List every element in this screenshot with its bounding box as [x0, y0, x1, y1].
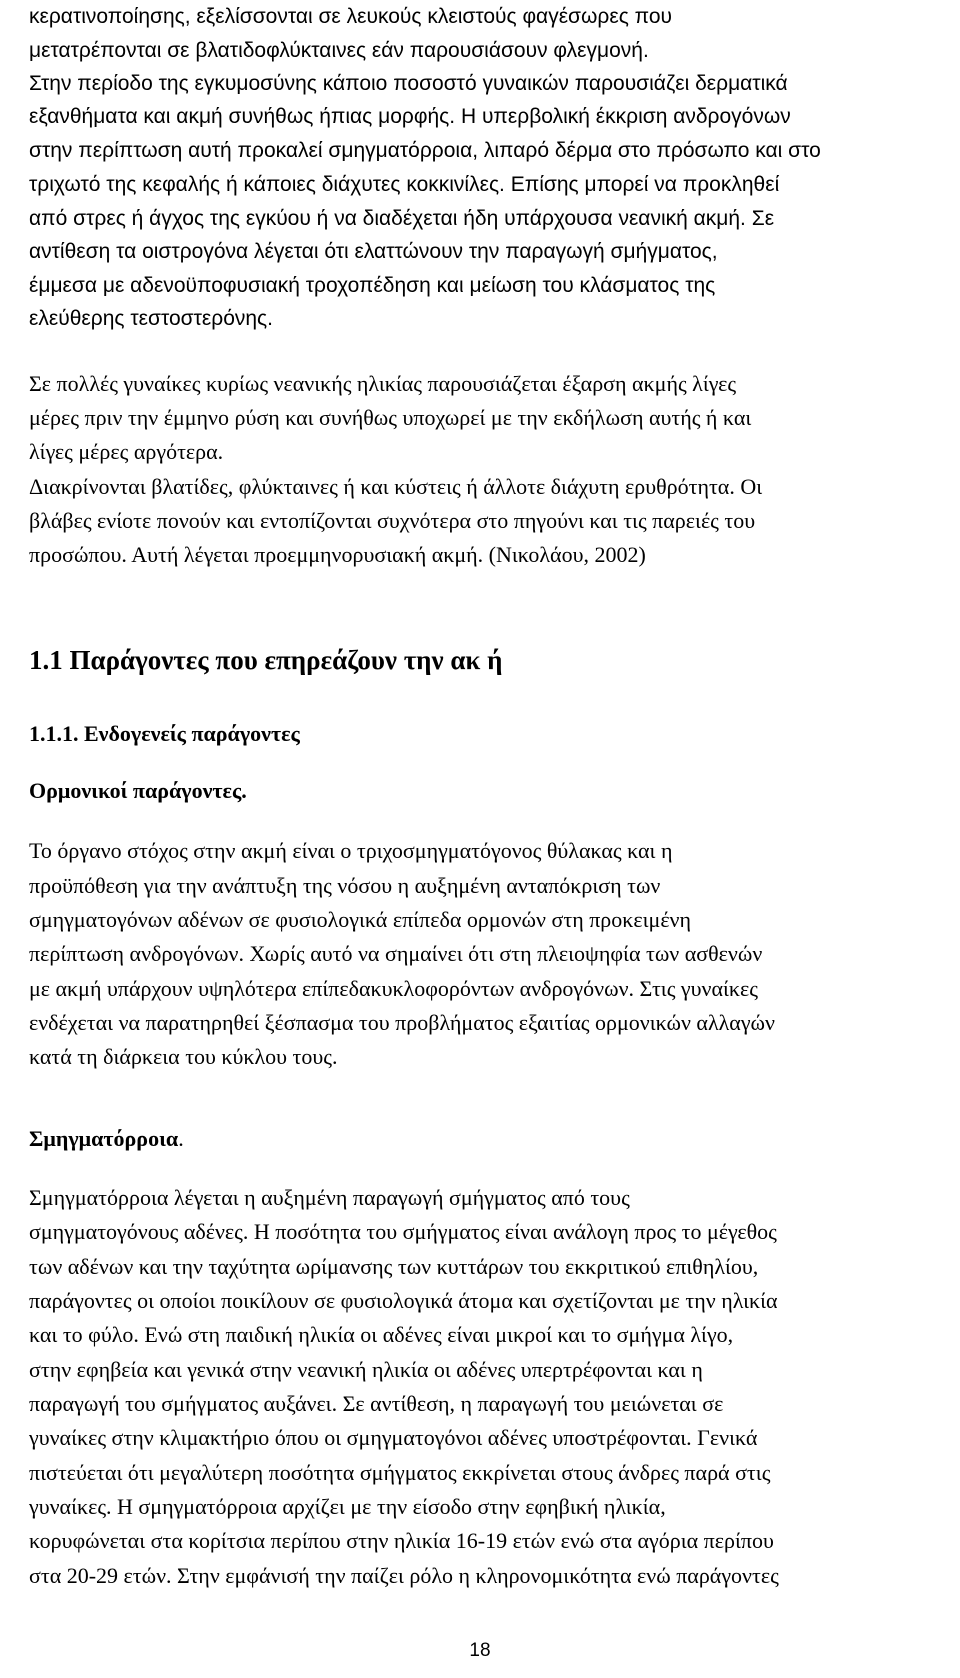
- paragraph-line: έμμεσα με αδενοϋποφυσιακή τροχοπέδηση και μείωση του κλάσματος της: [29, 274, 716, 297]
- paragraph-line: περίπτωση ανδρογόνων. Χωρίς αυτό να σημαίνει ότι στη πλειοψηφία των ασθενών: [29, 941, 763, 966]
- paragraph-line: προϋπόθεση για την ανάπτυξη της νόσου η αυξημένη ανταπόκριση των: [29, 873, 661, 898]
- paragraph-line: στην εφηβεία και γενικά στην νεανική ηλικία οι αδένες υπερτρέφονται και η: [29, 1357, 703, 1382]
- topic-heading-seborrhea: [29, 1126, 184, 1152]
- paragraph-line: προσώπου. Αυτή λέγεται προεμμηνορυσιακή ακμή. (Νικολάου, 2002): [29, 542, 646, 567]
- paragraph-line: παράγοντες οι οποίοι ποικίλουν σε φυσιολογικά άτομα και σχετίζονται με την ηλικία: [29, 1288, 778, 1313]
- paragraph-line: κατά τη διάρκεια του κύκλου τους.: [29, 1044, 338, 1069]
- paragraph-line: Σε πολλές γυναίκες κυρίως νεανικής ηλικίας παρουσιάζεται έξαρση ακμής λίγες: [29, 371, 737, 396]
- paragraph-line: σμηγματογόνων αδένων σε φυσιολογικά επίπεδα ορμονών στη προκειμένη: [29, 907, 692, 932]
- paragraph-line: παραγωγή του σμήγματος αυξάνει. Σε αντίθεση, η παραγωγή του μειώνεται σε: [29, 1391, 724, 1416]
- paragraph-line: κερατινοποίησης, εξελίσσονται σε λευκούς κλειστούς φαγέσωρες που: [29, 5, 673, 28]
- subsection-heading: 1.1.1. Ενδογενείς παράγοντες: [29, 721, 300, 746]
- paragraph-line: με ακμή υπάρχουν υψηλότερα επίπεδακυκλοφορόντων ανδρογόνων. Στις γυναίκες: [29, 976, 758, 1001]
- paragraph-line: τριχωτό της κεφαλής ή κάποιες διάχυτες κοκκινίλες. Επίσης μπορεί να προκληθεί: [29, 173, 780, 196]
- paragraph-line: Στην περίοδο της εγκυμοσύνης κάποιο ποσοστό γυναικών παρουσιάζει δερματικά: [29, 72, 788, 95]
- paragraph-line: γυναίκες. Η σμηγματόρροια αρχίζει με την είσοδο στην εφηβική ηλικία,: [29, 1494, 666, 1519]
- paragraph-line: γυναίκες στην κλιμακτήριο όπου οι σμηγματογόνοι αδένες υποστρέφονται. Γενικά: [29, 1425, 758, 1450]
- paragraph-line: Διακρίνονται βλατίδες, φλύκταινες ή και κύστεις ή άλλοτε διάχυτη ερυθρότητα. Οι: [29, 474, 763, 499]
- topic-heading-text: Σμηγματόρροια: [29, 1126, 179, 1151]
- section-heading: 1.1 Παράγοντες που επηρεάζουν την ακ ή: [29, 645, 503, 675]
- paragraph-line: από στρες ή άγχος της εγκύου ή να διαδέχεται ήδη υπάρχουσα νεανική ακμή. Σε: [29, 207, 775, 230]
- paragraph-line: λίγες μέρες αργότερα.: [29, 439, 224, 464]
- paragraph-line: σμηγματογόνους αδένες. Η ποσότητα του σμήγματος είναι ανάλογη προς το μέγεθος: [29, 1219, 777, 1244]
- paragraph-line: ελεύθερης τεστοστερόνης.: [29, 307, 274, 330]
- topic-heading: Ορμονικοί παράγοντες.: [29, 778, 247, 803]
- paragraph-line: στα 20-29 ετών. Στην εμφάνισή την παίζει ρόλο η κληρονομικότητα ενώ παράγοντες: [29, 1563, 779, 1588]
- paragraph-line: εξανθήματα και ακμή συνήθως ήπιας μορφής. Η υπερβολική έκκριση ανδρογόνων: [29, 105, 791, 128]
- paragraph-line: πιστεύεται ότι μεγαλύτερη ποσότητα σμήγματος εκκρίνεται στους άνδρες παρά στις: [29, 1460, 771, 1485]
- page-number: 18: [469, 1640, 491, 1661]
- paragraph-line: μέρες πριν την έμμηνο ρύση και συνήθως υποχωρεί με την εκδήλωση αυτής ή και: [29, 405, 752, 430]
- paragraph-line: κορυφώνεται στα κορίτσια περίπου στην ηλικία 16-19 ετών ενώ στα αγόρια περίπου: [29, 1528, 774, 1553]
- paragraph-line: αντίθεση τα οιστρογόνα λέγεται ότι ελαττώνουν την παραγωγή σμήγματος,: [29, 240, 718, 263]
- paragraph-line: μετατρέπονται σε βλατιδοφλύκταινες εάν παρουσιάσουν φλεγμονή.: [29, 39, 649, 62]
- paragraph-line: βλάβες ενίοτε πονούν και εντοπίζονται συχνότερα στο πηγούνι και τις παρειές του: [29, 508, 756, 533]
- paragraph-line: ενδέχεται να παρατηρηθεί ξέσπασμα του προβλήματος εξαιτίας ορμονικών αλλαγών: [29, 1010, 775, 1035]
- paragraph-line: των αδένων και την ταχύτητα ωρίμανσης των κυττάρων του εκκριτικού επιθηλίου,: [29, 1254, 759, 1279]
- paragraph-line: Το όργανο στόχος στην ακμή είναι ο τριχοσμηγματόγονος θύλακας και η: [29, 838, 673, 863]
- paragraph-line: Σμηγματόρροια λέγεται η αυξημένη παραγωγή σμήγματος από τους: [29, 1185, 630, 1210]
- paragraph-line: και το φύλο. Ενώ στη παιδική ηλικία οι αδένες είναι μικροί και το σμήγμα λίγο,: [29, 1322, 734, 1347]
- topic-heading-tail: .: [178, 1126, 184, 1151]
- paragraph-line: στην περίπτωση αυτή προκαλεί σμηγματόρροια, λιπαρό δέρμα στο πρόσωπο και στο: [29, 139, 821, 162]
